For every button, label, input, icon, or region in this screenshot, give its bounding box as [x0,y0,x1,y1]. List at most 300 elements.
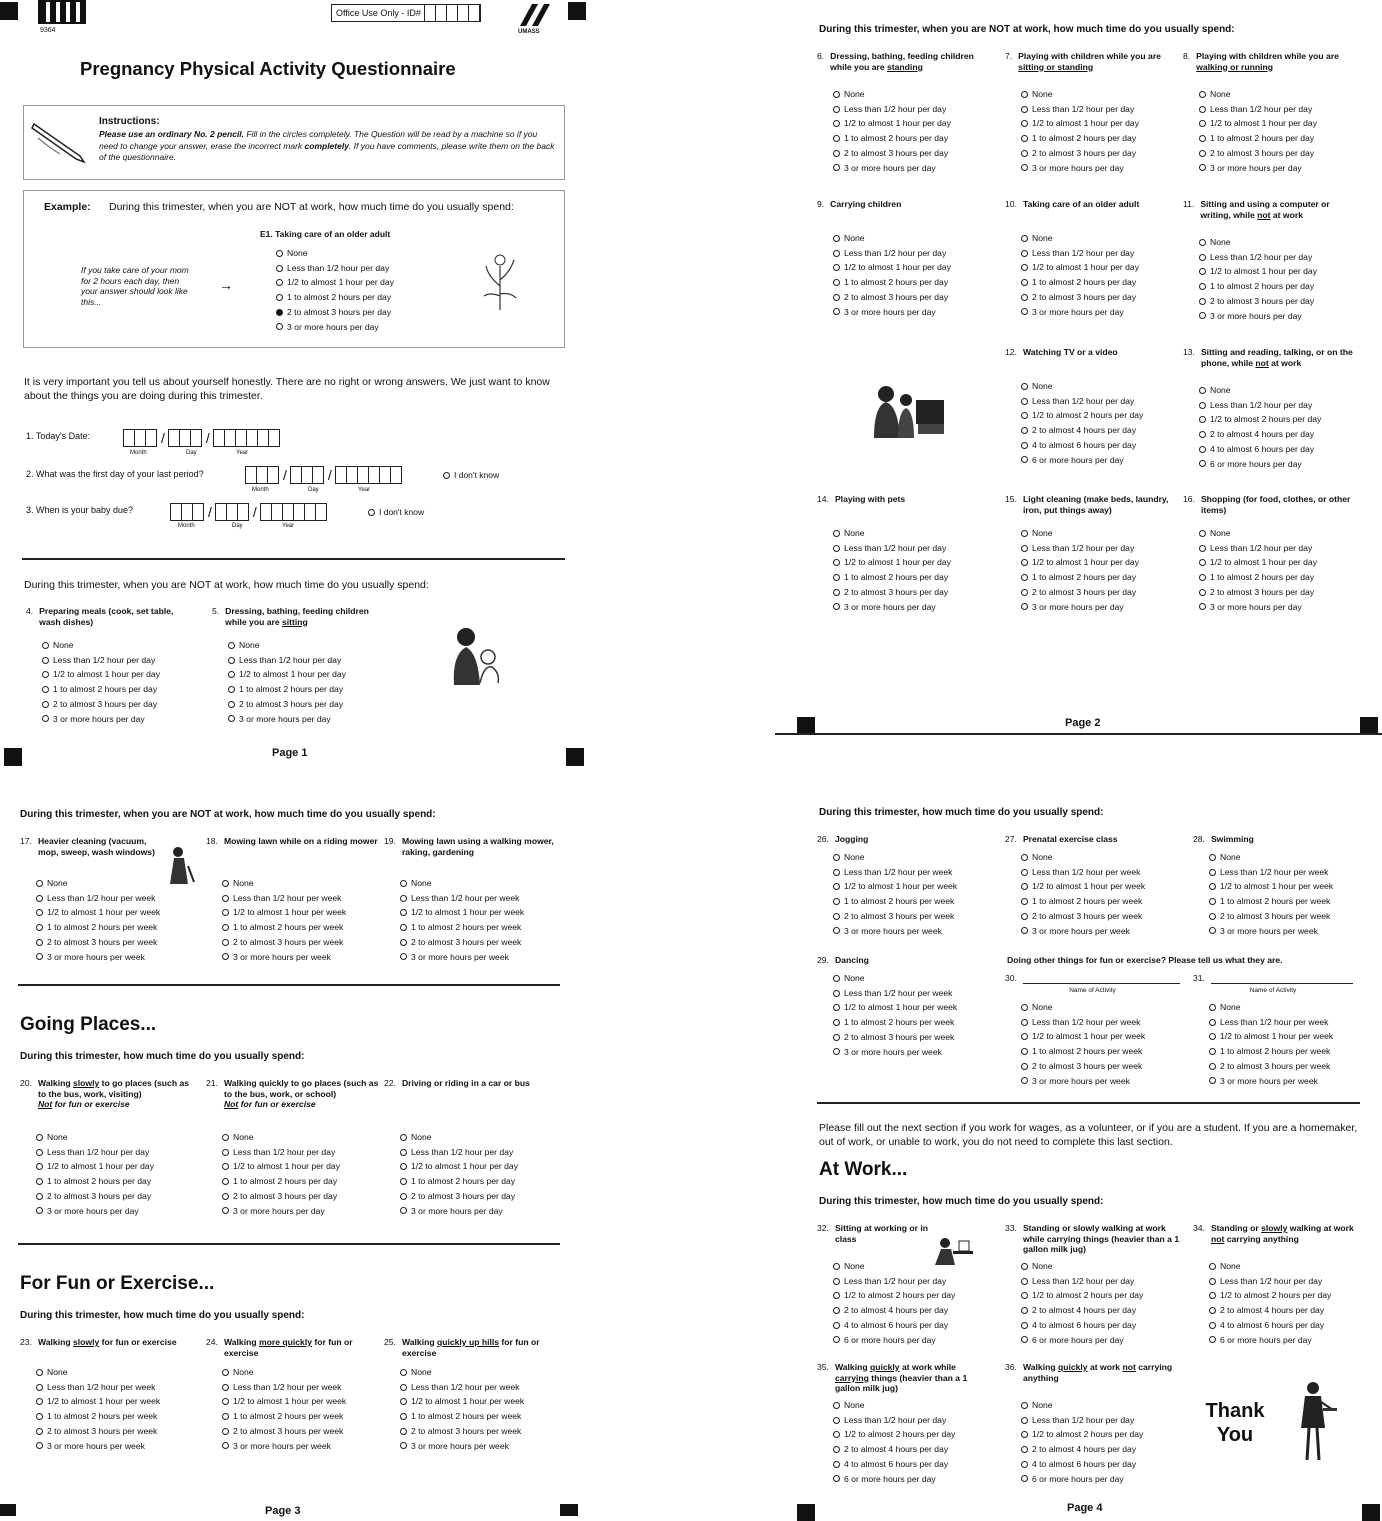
option[interactable]: Less than 1/2 hour per week [833,865,992,880]
option[interactable]: Less than 1/2 hour per day [1199,541,1358,556]
section-question: During this trimester, when you are NOT at work, how much time do you usually spend: [24,579,429,591]
section-question: During this trimester, when you are NOT at work, how much time do you usually spend: [20,809,436,820]
option[interactable]: Less than 1/2 hour per week [36,891,200,906]
option[interactable]: 1/2 to almost 1 hour per week [36,1394,195,1409]
option[interactable]: 3 or more hours per day [833,599,987,614]
registration-mark [0,2,18,20]
option[interactable]: 1/2 to almost 1 hour per week [36,905,200,920]
instructions-bold: Please use an ordinary No. 2 pencil. [99,129,245,139]
option[interactable]: Less than 1/2 hour per week [833,986,992,1001]
option[interactable]: 1/2 to almost 1 hour per week [833,1000,992,1015]
desk-worker-icon [931,1237,975,1267]
option[interactable]: Less than 1/2 hour per day [1021,246,1175,261]
question-4: 4. Preparing meals (cook, set table, wash dishes) None Less than 1/2 hour per day 1/2 to almost 1 hour per day 1 to almost 2 hours per day 2 to almost 3 hours per day 3 or more hours per day [26,606,196,726]
option[interactable]: Less than 1/2 hour per day [833,102,987,117]
option[interactable]: None [1021,231,1175,246]
option[interactable]: 3 or more hours per week [36,1438,195,1453]
option[interactable]: Less than 1/2 hour per day [1199,102,1358,117]
option[interactable]: None [1199,87,1358,102]
option[interactable]: Less than 1/2 hour per week [1021,865,1180,880]
option[interactable]: 3 or more hours per day [1021,304,1175,319]
question-19: 19. Mowing lawn using a walking mower, raking, gardening None Less than 1/2 hour per week 1/2 to almost 1 hour per week 1 to almost 2 hours per week 2 to almost 3 hours per week 3 or more hours per week [384,836,559,964]
option[interactable]: 3 or more hours per day [222,1203,381,1218]
option[interactable]: 4 to almost 6 hours per day [1199,442,1358,457]
option[interactable]: 1/2 to almost 1 hour per week [1021,879,1180,894]
option[interactable]: 1/2 to almost 1 hour per day [1199,555,1358,570]
option[interactable]: 2 to almost 4 hours per day [833,1442,992,1457]
instructions-text [99,129,555,164]
option[interactable]: 1/2 to almost 1 hour per day [1199,264,1358,279]
form-id: 9364 [40,27,56,34]
option[interactable]: Less than 1/2 hour per week [1209,1015,1353,1030]
option[interactable]: 2 to almost 3 hours per week [222,935,381,950]
option[interactable]: Less than 1/2 hour per day [42,653,196,668]
option[interactable]: 1 to almost 2 hours per week [1209,1044,1353,1059]
option[interactable]: 2 to almost 3 hours per week [36,935,200,950]
thank-text: Thank [1205,1400,1265,1422]
option[interactable]: 2 to almost 3 hours per day [1021,585,1175,600]
option[interactable]: None [1209,1259,1368,1274]
option[interactable]: 3 or more hours per week [1021,923,1180,938]
option[interactable]: 1/2 to almost 1 hour per week [1209,879,1368,894]
option[interactable]: 1 to almost 2 hours per week [1021,1044,1180,1059]
honesty-text: It is very important you tell us about yourself honestly. There are no right or wrong answers. We just want to know about the things you are doing during this trimester. [24,376,550,402]
option[interactable]: Less than 1/2 hour per day [1021,394,1175,409]
option[interactable]: 6 or more hours per day [1021,1471,1180,1486]
option[interactable]: 1 to almost 2 hours per day [833,131,987,146]
page-3 [0,782,660,1521]
question-20: 20. Walking slowly to go places (such as to the bus, work, visiting) Not for fun or exercise None Less than 1/2 hour per day 1/2 to almost 1 hour per day 1 to almost 2 hours per day 2 to almost 3 hours per day 3 or more hours per day [20,1078,195,1218]
option[interactable]: 2 to almost 3 hours per week [833,1030,992,1045]
example-option-selected[interactable]: 2 to almost 3 hours per day [276,305,394,320]
option[interactable]: None [400,1365,559,1380]
option[interactable]: 1/2 to almost 1 hour per day [222,1159,381,1174]
option[interactable]: 3 or more hours per day [833,160,987,175]
option[interactable]: 2 to almost 3 hours per week [1209,909,1368,924]
question-7: 7. Playing with children while you are sitting or standing None Less than 1/2 hour per day 1/2 to almost 1 hour per day 1 to almost 2 hours per day 2 to almost 3 hours per day 3 or more hours per day [1005,51,1175,175]
divider [18,984,560,986]
option[interactable]: None [833,1259,992,1274]
instructions-box [23,105,565,180]
option[interactable]: 2 to almost 4 hours per day [1199,427,1358,442]
option[interactable]: None [1021,1259,1180,1274]
question-23: 23. Walking slowly for fun or exercise None Less than 1/2 hour per week 1/2 to almost 1 hour per week 1 to almost 2 hours per week 2 to almost 3 hours per week 3 or more hours per week [20,1337,195,1453]
umass-logo-icon [518,2,554,32]
option[interactable]: None [228,638,382,653]
option[interactable]: 1/2 to almost 2 hours per day [833,1427,992,1442]
option[interactable]: 1 to almost 2 hours per day [1021,275,1175,290]
q3-label: 3. When is your baby due? [26,505,134,515]
option[interactable]: 1/2 to almost 1 hour per week [222,905,381,920]
option[interactable]: 3 or more hours per week [400,949,559,964]
option[interactable]: 6 or more hours per day [1199,456,1358,471]
option[interactable]: 1 to almost 2 hours per day [1199,570,1358,585]
example-option[interactable]: 1/2 to almost 1 hour per day [276,275,394,290]
page-number: Page 1 [272,747,308,759]
question-28: 28. Swimming None Less than 1/2 hour per week 1/2 to almost 1 hour per week 1 to almost 2 hours per week 2 to almost 3 hours per week 3 or more hours per week [1193,834,1368,938]
question-30 [1005,973,1180,1088]
option[interactable]: 2 to almost 3 hours per day [222,1189,381,1204]
option[interactable]: 2 to almost 3 hours per day [833,290,987,305]
option[interactable]: 6 or more hours per day [1021,452,1175,467]
option[interactable]: 1/2 to almost 1 hour per day [1021,116,1175,131]
option[interactable]: 1/2 to almost 2 hours per day [1021,1427,1180,1442]
option[interactable]: 1 to almost 2 hours per week [222,920,381,935]
option[interactable]: Less than 1/2 hour per day [222,1145,381,1160]
option[interactable]: 1 to almost 2 hours per day [228,682,382,697]
option[interactable]: None [833,850,992,865]
option[interactable]: 3 or more hours per week [400,1438,559,1453]
page-number: Page 4 [1067,1502,1103,1514]
registration-mark [0,1504,16,1516]
option[interactable]: Less than 1/2 hour per day [1021,1413,1180,1428]
vacuum-cleaning-icon [160,846,196,886]
option[interactable]: 2 to almost 3 hours per week [400,935,559,950]
question-9: 9. Carrying children None Less than 1/2 hour per day 1/2 to almost 1 hour per day 1 to almost 2 hours per day 2 to almost 3 hours per day 3 or more hours per day [817,199,987,319]
option[interactable]: Less than 1/2 hour per week [222,1380,381,1395]
option[interactable]: None [833,87,987,102]
option[interactable]: 1 to almost 2 hours per week [833,1015,992,1030]
question-11: 11. Sitting and using a computer or writing, while not at work None Less than 1/2 hour per day 1/2 to almost 1 hour per day 1 to almost 2 hours per day 2 to almost 3 hours per day 3 or more hours per day [1183,199,1358,323]
option[interactable]: Less than 1/2 hour per day [400,1145,559,1160]
option[interactable]: None [36,876,200,891]
option[interactable]: 2 to almost 3 hours per week [833,909,992,924]
section-going-places: Going Places... [20,1014,157,1035]
option[interactable]: None [1199,235,1358,250]
page-4 [775,782,1382,1521]
option[interactable]: 3 or more hours per week [1209,1073,1353,1088]
option[interactable]: 6 or more hours per day [1209,1332,1368,1347]
option[interactable]: Less than 1/2 hour per day [1021,102,1175,117]
page-number: Page 2 [1065,717,1101,729]
option[interactable]: 1 to almost 2 hours per day [400,1174,559,1189]
option[interactable]: 1/2 to almost 1 hour per week [400,905,559,920]
year-label: Year [236,450,249,456]
option[interactable]: 3 or more hours per week [36,949,200,964]
option[interactable]: None [833,526,987,541]
todays-date-field[interactable]: / / [124,429,280,447]
option[interactable]: 1 to almost 2 hours per day [833,275,987,290]
option[interactable]: Less than 1/2 hour per week [1209,865,1368,880]
option[interactable]: 6 or more hours per day [1021,1332,1180,1347]
activity-name-input[interactable] [1211,974,1353,984]
option[interactable]: 3 or more hours per day [36,1203,195,1218]
option[interactable]: 1 to almost 2 hours per week [1209,894,1368,909]
registration-mark [568,2,586,20]
option[interactable]: None [833,1398,992,1413]
option[interactable]: 3 or more hours per week [1021,1073,1180,1088]
office-use-box [331,4,481,22]
option[interactable]: Less than 1/2 hour per day [1199,398,1358,413]
option[interactable]: 1/2 to almost 1 hour per day [228,667,382,682]
question-8: 8. Playing with children while you are walking or running None Less than 1/2 hour per day 1/2 to almost 1 hour per day 1 to almost 2 hours per day 2 to almost 3 hours per day 3 or more hours per day [1183,51,1358,175]
option[interactable]: Less than 1/2 hour per day [1021,1274,1180,1289]
option[interactable]: 1/2 to almost 1 hour per day [1199,116,1358,131]
option[interactable]: 1 to almost 2 hours per day [1021,131,1175,146]
registration-mark [560,1504,578,1516]
mother-child-icon [444,625,504,689]
example-item-title: E1. Taking care of an older adult [260,229,391,239]
option[interactable]: 1 to almost 2 hours per day [1199,131,1358,146]
example-option[interactable]: 3 or more hours per day [276,319,394,334]
option[interactable]: 2 to almost 3 hours per week [222,1424,381,1439]
example-option[interactable]: None [276,246,394,261]
option[interactable]: None [1199,383,1358,398]
option[interactable]: None [42,638,196,653]
option[interactable]: 1 to almost 2 hours per week [1021,894,1180,909]
option[interactable]: 1/2 to almost 1 hour per week [833,879,992,894]
option[interactable]: 1 to almost 2 hours per day [36,1174,195,1189]
instructions-emphasis: completely [304,140,349,151]
question-15: 15. Light cleaning (make beds, laundry, iron, put things away) None Less than 1/2 hour per day 1/2 to almost 1 hour per day 1 to almost 2 hours per day 2 to almost 3 hours per day 3 or more hours per day [1005,494,1175,614]
option[interactable]: 2 to almost 3 hours per week [1021,1059,1180,1074]
option[interactable]: 1/2 to almost 1 hour per week [1021,1029,1180,1044]
question-34: 34. Standing or slowly walking at work not carrying anything None Less than 1/2 hour per day 1/2 to almost 2 hours per day 2 to almost 4 hours per day 4 to almost 6 hours per day 6 or more hours per day [1193,1223,1368,1347]
flower-icon [480,246,520,312]
instructions-heading: Instructions: [99,116,160,127]
option[interactable]: None [222,1130,381,1145]
option[interactable]: 1/2 to almost 1 hour per day [400,1159,559,1174]
option[interactable]: 3 or more hours per day [400,1203,559,1218]
example-option[interactable]: 1 to almost 2 hours per day [276,290,394,305]
example-note: If you take care of your mom for 2 hours each day, then your answer should look like this... [81,265,189,307]
office-use-label: Office Use Only - ID# [336,8,421,18]
family-tv-icon [870,378,950,440]
option[interactable]: 3 or more hours per day [42,711,196,726]
option[interactable]: 2 to almost 4 hours per day [833,1303,992,1318]
registration-mark [4,748,22,766]
option[interactable]: 4 to almost 6 hours per day [1209,1318,1368,1333]
section-question: During this trimester, how much time do you usually spend: [819,1196,1104,1207]
arrow-right-icon: → [219,277,233,293]
q1-label: 1. Today's Date: [26,431,91,441]
option[interactable]: 1/2 to almost 1 hour per day [833,555,987,570]
question-31 [1193,973,1353,1088]
option[interactable]: 1/2 to almost 2 hours per day [1021,1288,1180,1303]
option[interactable]: 3 or more hours per day [1199,599,1358,614]
option[interactable]: 1/2 to almost 1 hour per day [1021,260,1175,275]
option[interactable]: 4 to almost 6 hours per day [1021,1457,1180,1472]
day-label: Day [186,450,197,456]
option[interactable]: 2 to almost 3 hours per week [1021,909,1180,924]
option[interactable]: None [1021,1000,1180,1015]
section-at-work: At Work... [819,1159,908,1180]
option[interactable]: None [833,971,992,986]
option[interactable]: 3 or more hours per day [228,711,382,726]
option[interactable]: 2 to almost 4 hours per day [1021,1442,1180,1457]
option[interactable]: 3 or more hours per day [1199,160,1358,175]
option[interactable]: 1 to almost 2 hours per week [400,920,559,935]
option[interactable]: 3 or more hours per day [1199,308,1358,323]
example-box [23,190,565,348]
option[interactable]: 1/2 to almost 2 hours per day [1021,408,1175,423]
option[interactable]: Less than 1/2 hour per day [1199,250,1358,265]
option[interactable]: None [833,231,987,246]
option[interactable]: 1/2 to almost 1 hour per week [400,1394,559,1409]
month-label: Month [130,450,147,456]
question-number: 30. [1005,973,1017,983]
option[interactable]: None [1021,850,1180,865]
question-27: 27. Prenatal exercise class None Less than 1/2 hour per week 1/2 to almost 1 hour per week 1 to almost 2 hours per week 2 to almost 3 hours per week 3 or more hours per week [1005,834,1180,938]
option[interactable]: 2 to almost 3 hours per week [36,1424,195,1439]
thank-you-text [1203,1399,1267,1447]
option[interactable]: 3 or more hours per week [222,1438,381,1453]
option[interactable]: Less than 1/2 hour per day [833,1274,992,1289]
year-label: Year [358,487,371,493]
option[interactable]: 3 or more hours per week [1209,923,1368,938]
option[interactable]: 1 to almost 2 hours per day [833,570,987,585]
option[interactable]: 4 to almost 6 hours per day [1021,438,1175,453]
option[interactable]: Less than 1/2 hour per day [833,246,987,261]
month-label: Month [178,523,195,529]
option[interactable]: 2 to almost 4 hours per day [1021,1303,1180,1318]
example-label: Example: [44,201,91,213]
question-36: 36. Walking quickly at work not carrying anything None Less than 1/2 hour per day 1/2 to almost 2 hours per day 2 to almost 4 hours per day 4 to almost 6 hours per day 6 or more hours per day [1005,1362,1180,1486]
option[interactable]: None [1021,87,1175,102]
option[interactable]: 3 or more hours per week [833,923,992,938]
option[interactable]: 4 to almost 6 hours per day [1021,1318,1180,1333]
option[interactable]: 2 to almost 3 hours per day [1199,294,1358,309]
option[interactable]: 1/2 to almost 1 hour per week [1209,1029,1353,1044]
question-26: 26. Jogging None Less than 1/2 hour per week 1/2 to almost 1 hour per week 1 to almost 2 hours per week 2 to almost 3 hours per week 3 or more hours per week [817,834,992,938]
section-question: During this trimester, how much time do you usually spend: [819,807,1104,818]
question-10: 10. Taking care of an older adult None Less than 1/2 hour per day 1/2 to almost 1 hour per day 1 to almost 2 hours per day 2 to almost 3 hours per day 3 or more hours per day [1005,199,1175,319]
option[interactable]: None [1021,1398,1180,1413]
option[interactable]: 3 or more hours per day [1021,599,1175,614]
q2-label: 2. What was the first day of your last period? [26,469,204,479]
option[interactable]: 2 to almost 3 hours per day [833,146,987,161]
option[interactable]: 1 to almost 2 hours per week [833,894,992,909]
question-33: 33. Standing or slowly walking at work while carrying things (heavier than a 1 gallon milk jug) None Less than 1/2 hour per day 1/2 to almost 2 hours per day 2 to almost 4 hours per day 4 to almost 6 hours per day 6 or more hours per day [1005,1223,1180,1347]
option[interactable]: None [36,1365,195,1380]
option[interactable]: 1/2 to almost 2 hours per day [833,1288,992,1303]
option[interactable]: 6 or more hours per day [833,1471,992,1486]
option[interactable]: 2 to almost 3 hours per day [228,697,382,712]
option[interactable]: 4 to almost 6 hours per day [833,1318,992,1333]
option[interactable]: 2 to almost 3 hours per day [42,697,196,712]
day-label: Day [232,523,243,529]
option[interactable]: 2 to almost 4 hours per day [1209,1303,1368,1318]
option[interactable]: None [1199,526,1358,541]
option[interactable]: 1/2 to almost 2 hours per day [1199,412,1358,427]
option[interactable]: 1/2 to almost 1 hour per week [222,1394,381,1409]
due-date-field[interactable]: / / [171,503,327,521]
option[interactable]: 2 to almost 3 hours per day [1021,146,1175,161]
option[interactable]: 3 or more hours per day [833,304,987,319]
registration-mark [797,717,815,735]
day-label: Day [308,487,319,493]
option[interactable]: 2 to almost 3 hours per day [1199,585,1358,600]
option[interactable]: Less than 1/2 hour per week [400,891,559,906]
option[interactable]: 1 to almost 2 hours per day [42,682,196,697]
option[interactable]: Less than 1/2 hour per week [36,1380,195,1395]
option[interactable]: 2 to almost 3 hours per week [1209,1059,1353,1074]
option[interactable]: 1/2 to almost 1 hour per day [1021,555,1175,570]
option[interactable]: 1 to almost 2 hours per week [36,920,200,935]
option[interactable]: 2 to almost 3 hours per day [833,585,987,600]
option[interactable]: 3 or more hours per week [833,1044,992,1059]
option[interactable]: 1 to almost 2 hours per day [1199,279,1358,294]
umass-logo [518,2,554,35]
section-question: During this trimester, how much time do you usually spend: [20,1310,305,1321]
option[interactable]: 2 to almost 3 hours per day [400,1189,559,1204]
option[interactable]: Less than 1/2 hour per day [36,1145,195,1160]
option[interactable]: Less than 1/2 hour per day [1021,541,1175,556]
option[interactable]: 1 to almost 2 hours per day [1021,570,1175,585]
example-options [260,244,394,334]
option[interactable]: None [222,876,381,891]
registration-mark [1360,717,1378,735]
example-option[interactable]: Less than 1/2 hour per day [276,261,394,276]
page-1 [0,0,660,768]
option[interactable]: 1/2 to almost 1 hour per day [42,667,196,682]
option[interactable]: Less than 1/2 hour per day [833,1413,992,1428]
name-of-activity-label: Name of Activity [1069,986,1116,994]
option[interactable]: 1/2 to almost 2 hours per day [1209,1288,1368,1303]
option[interactable]: None [222,1365,381,1380]
option[interactable]: 1 to almost 2 hours per day [222,1174,381,1189]
option[interactable]: Less than 1/2 hour per week [222,891,381,906]
barcode-icon [38,0,86,24]
option[interactable]: 1/2 to almost 1 hour per day [36,1159,195,1174]
you-text: You [1216,1424,1254,1446]
page-number: Page 3 [265,1505,301,1517]
option[interactable]: 2 to almost 3 hours per day [1021,290,1175,305]
question-32: 32. Sitting at working or in class None Less than 1/2 hour per day 1/2 to almost 2 hours per day 2 to almost 4 hours per day 4 to almost 6 hours per day 6 or more hours per day [817,1223,992,1347]
option[interactable]: 6 or more hours per day [833,1332,992,1347]
year-label: Year [282,523,295,529]
instructions-body-end: . If you have comments, please write them on the back of the questionnaire. [99,140,555,162]
option[interactable]: Less than 1/2 hour per week [1021,1015,1180,1030]
option[interactable]: Less than 1/2 hour per day [228,653,382,668]
example-question: During this trimester, when you are NOT at work, how much time do you usually spend: [109,201,514,213]
option[interactable]: 2 to almost 3 hours per day [36,1189,195,1204]
page-2 [775,0,1382,735]
option[interactable]: Less than 1/2 hour per day [1209,1274,1368,1289]
question-17: 17. Heavier cleaning (vacuum, mop, sweep, wash windows) None Less than 1/2 hour per week 1/2 to almost 1 hour per week 1 to almost 2 hours per week 2 to almost 3 hours per week 3 or more hours per week [20,836,200,964]
option[interactable]: None [400,876,559,891]
option[interactable]: 1 to almost 2 hours per week [36,1409,195,1424]
option[interactable]: None [1209,1000,1353,1015]
option[interactable]: 2 to almost 3 hours per week [400,1424,559,1439]
option[interactable]: None [400,1130,559,1145]
option[interactable]: 3 or more hours per day [1021,160,1175,175]
q3-dont-know[interactable]: I don't know [368,507,424,517]
option[interactable]: 3 or more hours per week [222,949,381,964]
question-21: 21. Walking quickly to go places (such as to the bus, work, or school) Not for fun or exercise None Less than 1/2 hour per day 1/2 to almost 1 hour per day 1 to almost 2 hours per day 2 to almost 3 hours per day 3 or more hours per day [206,1078,381,1218]
option[interactable]: None [1021,379,1175,394]
question-14: 14. Playing with pets None Less than 1/2 hour per day 1/2 to almost 1 hour per day 1 to almost 2 hours per day 2 to almost 3 hours per day 3 or more hours per day [817,494,987,614]
option[interactable]: 1/2 to almost 1 hour per day [833,260,987,275]
option[interactable]: 4 to almost 6 hours per day [833,1457,992,1472]
divider [18,1243,560,1245]
option[interactable]: 1/2 to almost 1 hour per day [833,116,987,131]
option[interactable]: None [1209,850,1368,865]
option[interactable]: 1 to almost 2 hours per week [222,1409,381,1424]
option[interactable]: Less than 1/2 hour per day [833,541,987,556]
option[interactable]: Less than 1/2 hour per week [400,1380,559,1395]
activity-name-input[interactable] [1023,974,1180,984]
option[interactable]: 2 to almost 4 hours per day [1021,423,1175,438]
option[interactable]: None [1021,526,1175,541]
option[interactable]: 2 to almost 3 hours per day [1199,146,1358,161]
last-period-field[interactable]: / / [246,466,402,484]
q2-dont-know[interactable]: I don't know [443,470,499,480]
instructions-body: Fill in the circles completely. The Question will be read by a machine so if you need to change your answer, erase the incorrect mark [99,129,538,151]
waitress-icon [1293,1380,1337,1464]
option[interactable]: None [36,1130,195,1145]
option[interactable]: 1 to almost 2 hours per week [400,1409,559,1424]
